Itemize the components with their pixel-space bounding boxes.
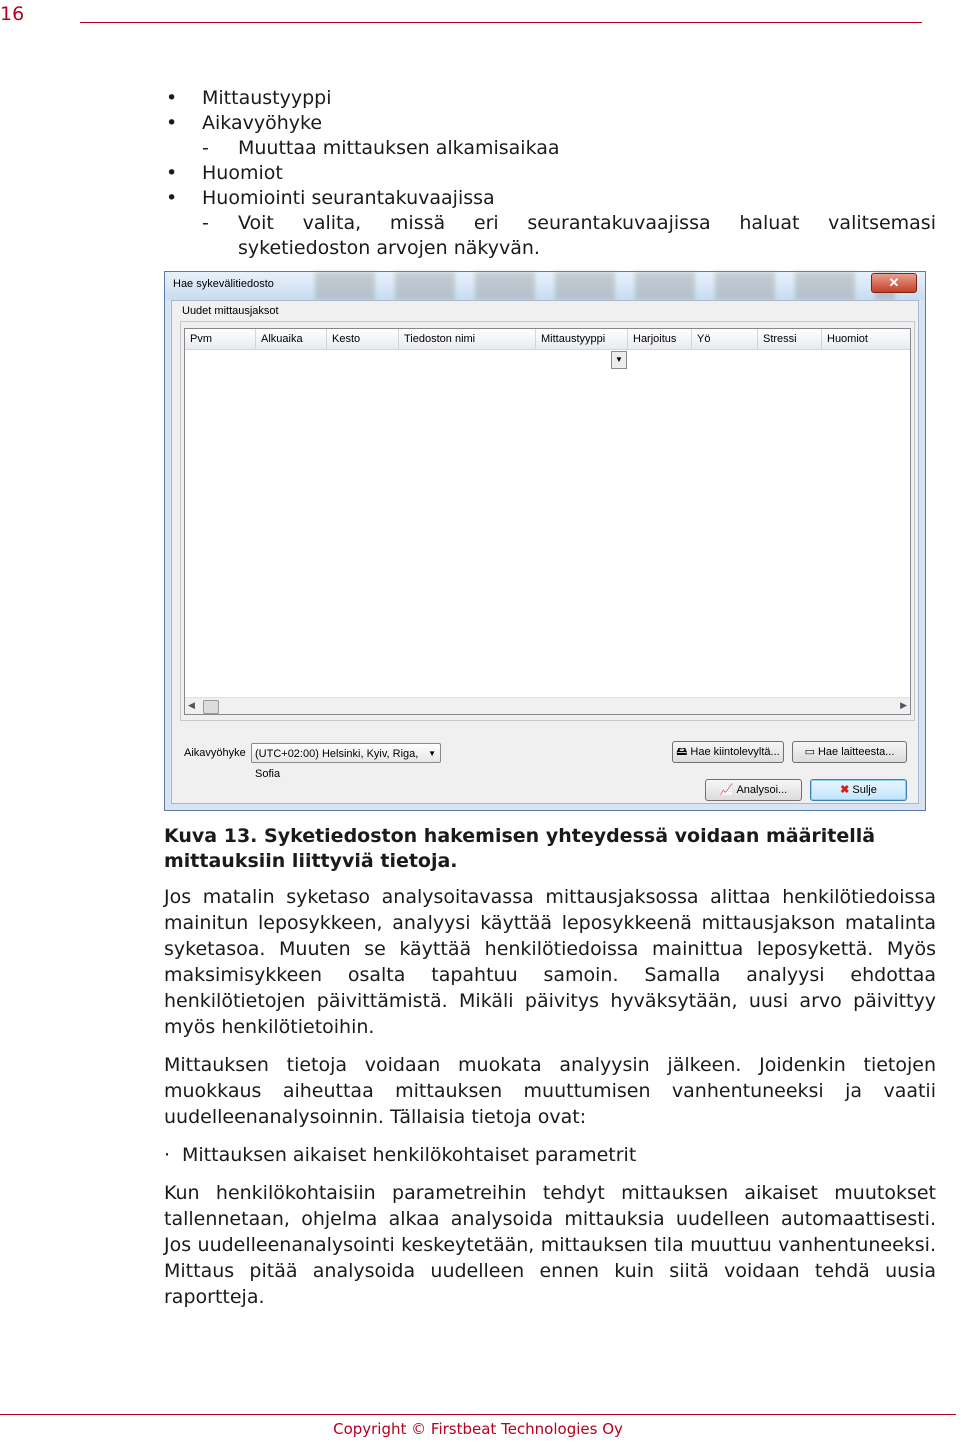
fetch-from-disk-button[interactable]: [672, 741, 784, 763]
timezone-value: (UTC+02:00) Helsinki, Kyiv, Riga, Sofia: [255, 748, 419, 780]
list-item-text: Huomiot: [202, 162, 283, 184]
measurements-table[interactable]: [184, 328, 911, 715]
group-label: Uudet mittausjaksot: [182, 305, 279, 317]
device-icon: ▭: [804, 746, 815, 758]
button-label: Analysoi...: [736, 784, 788, 796]
paragraph: Kun henkilökohtaisiin parametreihin tehdyt mittauksen aikaiset muutokset tallennetaan, ohjelma alkaa analysoida mittauksia uudelleen automaattisesti. Jos uudelleenanalysointi keskeytetään, mittauksen tila muuttuu vanhentuneeksi. Mittaus pitää analysoida uudelleen ennen kuin siitä voidaan tehdä uusia raportteja.: [164, 1182, 936, 1308]
paragraph: Jos matalin syketaso analysoitavassa mittausjaksossa alittaa henkilötiedoissa mainitun leposykkeen, analyysi käyttää leposykkeenä mittausjakson matalinta syketasoa. Muuten se käyttää henkilötiedoissa mainittua leposykettä. Myös maksimisykkeen osalta tapahtuu samoin. Samalla analyysi ehdottaa henkilötietojen päivittämistä. Mikäli päivitys hyväksytään, uusi arvo päivittyy myös henkilötietoihin.: [164, 886, 936, 1038]
button-label: Sulje: [852, 784, 877, 796]
column-header[interactable]: Stressi: [758, 329, 822, 349]
list-item-text: Mittaustyyppi: [202, 87, 332, 109]
list-item: • Aikavyöhyke: [166, 112, 323, 134]
list-item: • Huomiointi seurantakuvaajissa: [166, 187, 495, 209]
fetch-from-device-button[interactable]: [792, 741, 907, 763]
column-header[interactable]: Alkuaika: [256, 329, 327, 349]
chevron-down-icon[interactable]: ▼: [611, 351, 627, 369]
list-item-text: Mittauksen aikaiset henkilökohtaiset parametrit: [182, 1144, 637, 1166]
list-item-text: Huomiointi seurantakuvaajissa: [202, 187, 495, 209]
footer-rule: [0, 1414, 956, 1415]
close-icon[interactable]: ✕: [871, 273, 917, 293]
page-number: 16: [0, 3, 25, 25]
chevron-down-icon: ▼: [428, 749, 436, 758]
bullet-dot-icon: ·: [164, 1144, 171, 1166]
column-header[interactable]: Yö: [692, 329, 758, 349]
list-item: • Mittaustyyppi: [166, 87, 332, 109]
column-header[interactable]: Tiedoston nimi: [399, 329, 536, 349]
list-item-text: Voit valita, missä eri seurantakuvaajissa haluat valitsemasi syketiedoston arvojen näkyvän.: [238, 212, 936, 259]
column-header[interactable]: Mittaustyyppi: [536, 329, 628, 349]
list-subitem: - Muuttaa mittauksen alkamisaikaa: [202, 137, 560, 159]
scroll-thumb[interactable]: [203, 700, 219, 714]
table-header: [185, 329, 910, 350]
paragraph: Mittauksen tietoja voidaan muokata analyysin jälkeen. Joidenkin tietojen muokkaus aiheuttaa mittauksen muuttumisen vanhentuneeksi ja vaatii uudelleenanalysoinnin. Tällaisia tietoja ovat:: [164, 1054, 936, 1128]
horizontal-scrollbar[interactable]: [185, 697, 910, 714]
scroll-right-icon[interactable]: ▶: [900, 700, 907, 710]
column-header[interactable]: Kesto: [327, 329, 399, 349]
header-rule: [80, 22, 922, 23]
dialog-title: Hae sykevälitiedosto: [173, 278, 274, 290]
list-item: • Huomiot: [166, 162, 283, 184]
chart-icon: 📈: [719, 784, 734, 796]
column-header[interactable]: Harjoitus: [628, 329, 692, 349]
button-label: Hae kiintolevyltä...: [690, 746, 780, 758]
button-label: Hae laitteesta...: [817, 746, 895, 758]
column-header[interactable]: Huomiot: [827, 333, 868, 345]
scroll-left-icon[interactable]: ◀: [188, 700, 195, 710]
list-item-text: Muuttaa mittauksen alkamisaikaa: [238, 137, 560, 159]
dialog-body: [171, 300, 919, 804]
list-item: [164, 1142, 636, 1168]
list-item-text: Aikavyöhyke: [202, 112, 323, 134]
footer-copyright: Copyright © Firstbeat Technologies Oy: [333, 1420, 623, 1438]
timezone-select[interactable]: [251, 743, 441, 780]
list-subitem: - Voit valita, missä eri seurantakuvaajissa haluat valitsemasi syketiedoston arvojen näkyvän.: [202, 212, 936, 259]
dialog-titlebar: [165, 272, 925, 300]
bullet-list: [166, 86, 936, 261]
dialog-screenshot: [164, 271, 926, 811]
disk-icon: 🖴: [676, 746, 688, 758]
close-icon: ✖: [840, 784, 850, 796]
analyze-button[interactable]: [705, 779, 802, 801]
timezone-label: Aikavyöhyke: [184, 747, 246, 759]
column-header[interactable]: Pvm: [185, 329, 256, 349]
close-button[interactable]: [810, 779, 907, 801]
figure-caption: Kuva 13. Syketiedoston hakemisen yhteydessä voidaan määritellä mittauksiin liittyviä tietoja.: [164, 825, 876, 872]
blurred-background: [315, 272, 895, 300]
